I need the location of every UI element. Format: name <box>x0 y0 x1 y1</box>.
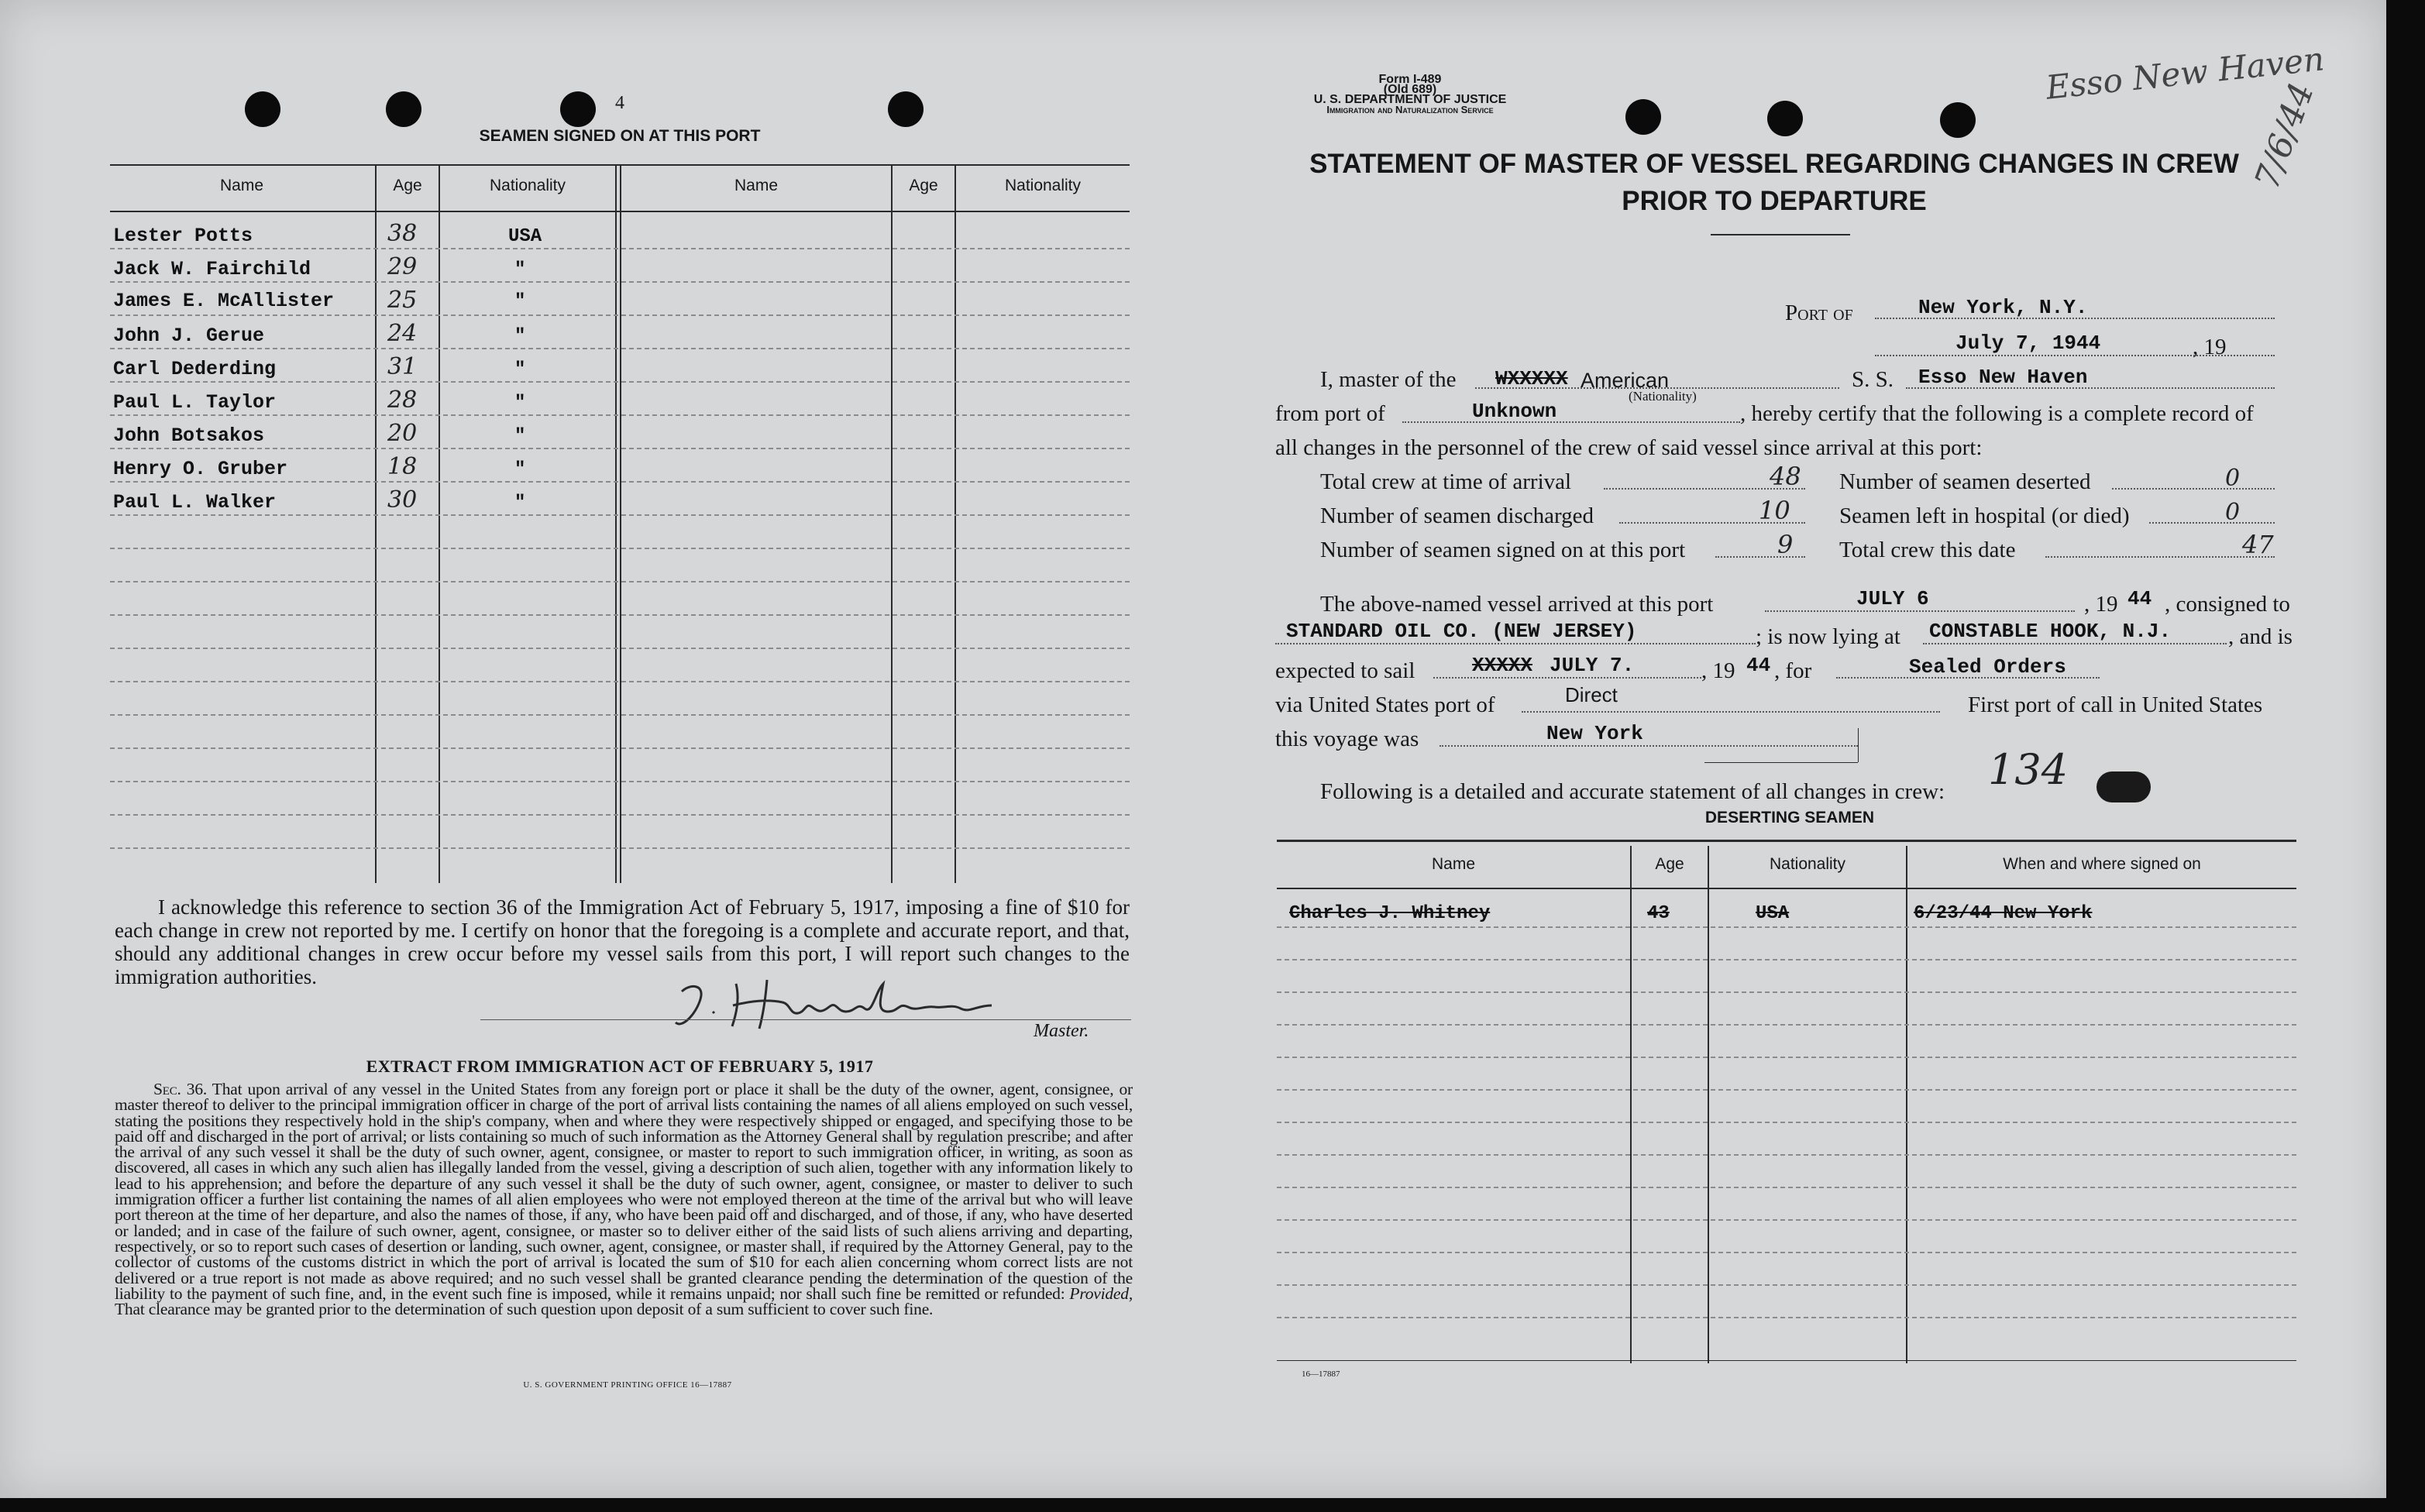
section-title: SEAMEN SIGNED ON AT THIS PORT <box>479 127 761 145</box>
and-is-text: , and is <box>2228 624 2293 649</box>
seaman-nationality: " <box>514 291 526 312</box>
form-title-line-1: STATEMENT OF MASTER OF VESSEL REGARDING CHANGES IN CREW <box>1309 149 2239 179</box>
sail-year: 44 <box>1746 654 1771 677</box>
seaman-age: 31 <box>387 353 418 380</box>
col-header-age-2: Age <box>909 177 938 194</box>
punch-hole <box>386 91 421 127</box>
seaman-name: John Botsakos <box>113 424 265 447</box>
date-year-prefix: , 19 <box>2193 335 2227 359</box>
seaman-nationality: " <box>514 326 526 347</box>
punch-hole <box>1625 99 1661 135</box>
printer-imprint: U. S. GOVERNMENT PRINTING OFFICE 16—17887 <box>523 1380 732 1390</box>
lying-text: ; is now lying at <box>1756 624 1900 649</box>
col-header-nationality-2: Nationality <box>1004 177 1082 194</box>
seaman-nationality: " <box>514 359 526 380</box>
ink-blot <box>2097 771 2151 802</box>
col-header-nationality: Nationality <box>489 177 566 194</box>
punch-hole <box>1940 102 1976 138</box>
department-name: U. S. DEPARTMENT OF JUSTICE <box>1313 93 1507 106</box>
voyage-text: this voyage was <box>1275 727 1419 751</box>
nationality-value: American <box>1581 369 1670 392</box>
deserted-label: Number of seamen deserted <box>1839 469 2091 494</box>
seaman-name: Carl Dederding <box>113 358 277 380</box>
form-title <box>1271 146 2278 220</box>
seaman-name: Paul L. Taylor <box>113 391 277 414</box>
discharged-value: 10 <box>1759 496 1790 525</box>
footer-code: 16—17887 <box>1302 1369 1340 1379</box>
section-36-text <box>115 1081 1133 1317</box>
sail-date: JULY 7. <box>1550 654 1635 677</box>
vessel-name: Esso New Haven <box>1918 366 2088 389</box>
punch-hole <box>245 91 280 127</box>
expected-text: expected to sail <box>1275 658 1415 683</box>
seaman-nationality: USA <box>508 226 542 247</box>
deserter-age: 43 <box>1647 903 1670 924</box>
hospital-value: 0 <box>2225 499 2241 526</box>
seaman-age: 18 <box>387 453 418 480</box>
service-name: Immigration and Naturalization Service <box>1326 104 1494 115</box>
seaman-age: 20 <box>387 420 418 447</box>
seaman-name: Lester Potts <box>113 225 253 247</box>
seaman-name: Jack W. Fairchild <box>113 258 311 280</box>
seaman-name: John J. Gerue <box>113 325 265 347</box>
seaman-nationality: " <box>514 493 526 514</box>
seaman-age: 25 <box>387 287 418 314</box>
consignee: STANDARD OIL CO. (NEW JERSEY) <box>1286 620 1637 643</box>
seaman-nationality: " <box>514 459 526 480</box>
ss-label: S. S. <box>1852 367 1894 392</box>
seaman-age: 38 <box>387 220 418 247</box>
deserter-name: Charles J. Whitney <box>1289 903 1491 924</box>
col-header-name: Name <box>219 177 264 194</box>
punch-hole <box>888 91 924 127</box>
arrived-text: The above-named vessel arrived at this port <box>1320 592 1714 617</box>
hospital-label: Seamen left in hospital (or died) <box>1839 503 2130 528</box>
seaman-age: 28 <box>387 387 418 414</box>
total-crew-date-label: Total crew this date <box>1839 538 2016 562</box>
seaman-age: 24 <box>387 320 418 347</box>
section-36-proviso: Provided, <box>1069 1283 1133 1303</box>
total-crew-date-value: 47 <box>2242 530 2274 559</box>
arrived-year: 44 <box>2127 587 2152 610</box>
seaman-age: 30 <box>387 486 418 514</box>
deserting-col-nationality: Nationality <box>1769 855 1846 873</box>
seaman-nationality: " <box>514 393 526 414</box>
section-36-tail: That clearance may be granted prior to the determination of such question upon deposit of a sum sufficient to cover such fine. <box>115 1300 934 1319</box>
via-value: Direct <box>1565 683 1618 706</box>
date-value: July 7, 1944 <box>1955 332 2101 355</box>
master-signature <box>666 968 1007 1038</box>
certify-text: , hereby certify that the following is a complete record of <box>1740 401 2254 426</box>
deserted-value: 0 <box>2225 465 2241 492</box>
struck-nationality: WXXXXX <box>1495 367 1568 390</box>
consigned-text: , consigned to <box>2165 592 2290 617</box>
seaman-nationality: " <box>514 426 526 447</box>
seaman-name: Paul L. Walker <box>113 491 277 514</box>
first-port-text: First port of call in United States <box>1968 692 2263 717</box>
col-header-name-2: Name <box>734 177 779 194</box>
form-header <box>1240 74 1581 115</box>
signed-on-label: Number of seamen signed on at this port <box>1320 538 1686 562</box>
deserting-title: DESERTING SEAMEN <box>1704 809 1875 826</box>
deserter-signed-on: 6/23/44 New York <box>1914 903 2093 924</box>
voyage-value: New York <box>1546 722 1643 745</box>
master-of-label: I, master of the <box>1320 367 1457 392</box>
form-old-number: (Old 689) <box>1383 83 1437 96</box>
arrived-date: JULY 6 <box>1856 587 1929 610</box>
master-label: Master. <box>1034 1021 1089 1041</box>
from-port-value: Unknown <box>1472 400 1557 423</box>
sail-year-prefix: , 19 <box>1701 658 1735 683</box>
handwritten-annotation-date: 7/6/44 <box>2247 77 2322 194</box>
section-36-label: Sec. 36. <box>153 1080 208 1098</box>
punch-hole <box>1767 101 1803 136</box>
nationality-caption: (Nationality) <box>1629 389 1697 404</box>
seaman-age: 29 <box>387 253 418 280</box>
port-label: Port of <box>1785 301 1853 325</box>
extract-title: EXTRACT FROM IMMIGRATION ACT OF FEBRUARY 5, 1917 <box>366 1057 874 1076</box>
discharged-label: Number of seamen discharged <box>1320 503 1594 528</box>
deserter-nationality: USA <box>1756 903 1790 924</box>
struck-weekday: XXXXX <box>1472 654 1533 677</box>
file-number: 134 <box>1988 745 2069 794</box>
total-crew-arrival-value: 48 <box>1770 462 1801 491</box>
handwritten-annotation: Esso New Haven <box>2044 40 2327 107</box>
signed-on-value: 9 <box>1777 530 1794 559</box>
page-number: 4 <box>615 93 624 113</box>
acknowledgement-text: I acknowledge this reference to section 36 of the Immigration Act of February 5, 1917, imposing a fine of $10 for each change in crew not reported by me. I certify on honor that the foregoing is a complete and accurate report, and that, should any additional changes in crew occur before my vessel sails from this port, I will report such changes to the immigration authorities. <box>115 895 1130 988</box>
destination: Sealed Orders <box>1909 655 2066 679</box>
deserting-col-age: Age <box>1655 855 1684 873</box>
seaman-name: Henry O. Gruber <box>113 458 288 480</box>
lying-at: CONSTABLE HOOK, N.J. <box>1929 620 2172 643</box>
deserting-col-name: Name <box>1431 855 1476 873</box>
for-text: , for <box>1774 658 1812 683</box>
certify-text-2: all changes in the personnel of the crew of said vessel since arrival at this port: <box>1275 435 1983 460</box>
arrived-year-prefix: , 19 <box>2084 592 2118 617</box>
deserting-col-signed: When and where signed on <box>2003 855 2201 873</box>
from-port-label: from port of <box>1275 401 1385 426</box>
following-text: Following is a detailed and accurate statement of all changes in crew: <box>1320 779 1945 804</box>
port-value: New York, N.Y. <box>1918 296 2088 319</box>
seaman-name: James E. McAllister <box>113 290 335 312</box>
via-text: via United States port of <box>1275 692 1495 717</box>
col-header-age: Age <box>393 177 422 194</box>
form-title-line-2: PRIOR TO DEPARTURE <box>1622 186 1927 216</box>
total-crew-arrival-label: Total crew at time of arrival <box>1320 469 1572 494</box>
seaman-nationality: " <box>514 259 526 280</box>
section-36-body: That upon arrival of any vessel in the United States from any foreign port or place it shall be the duty of the owner, agent, consignee, or master thereof to deliver to the principal immigration officer in charge of the port of arrival lists containing the names of all aliens employed on such vessel, stating the positions they respectively hold in the ship's company, when and where they were respectively shipped or engaged, and specifying those to be paid off and discharged in the port of arrival; or lists containing so much of such information as the Attorney General shall by regulation prescribe; and after the arrival of any such vessel it shall be the duty of such owner, agent, consignee, or master to report to such immigration officer, in writing, as soon as discovered, all cases in which any such alien has illegally landed from the vessel, giving a description of such alien, together with any information likely to lead to his apprehension; and before the departure of any such vessel it shall be the duty of such owner, agent, consignee, or master to deliver to such immigration officer a further list containing the names of all alien employees who were not employed thereon at the time of the arrival but who will leave port thereon at the time of her departure, and also the names of those, if any, who have been paid off and discharged, and of those, if any, who have deserted or landed; and in case of the failure of such owner, agent, consignee, or master so to deliver either of the said lists of such aliens arriving and departing, respectively, or so to report such cases of desertion or landing, such owner, agent, consignee, or master shall, if required by the Attorney General, pay to the collector of customs of the customs district in which the port of arrival is located the sum of $10 for each alien concerning whom correct lists are not delivered or a true report is not made as above required; and no such vessel shall be granted clearance pending the determination of the question of the liability to the payment of such fine, and, in the event such fine is imposed, while it remains unpaid; nor shall such fine be remitted or refunded: <box>115 1080 1133 1303</box>
form-number: Form I-489 <box>1378 73 1442 86</box>
